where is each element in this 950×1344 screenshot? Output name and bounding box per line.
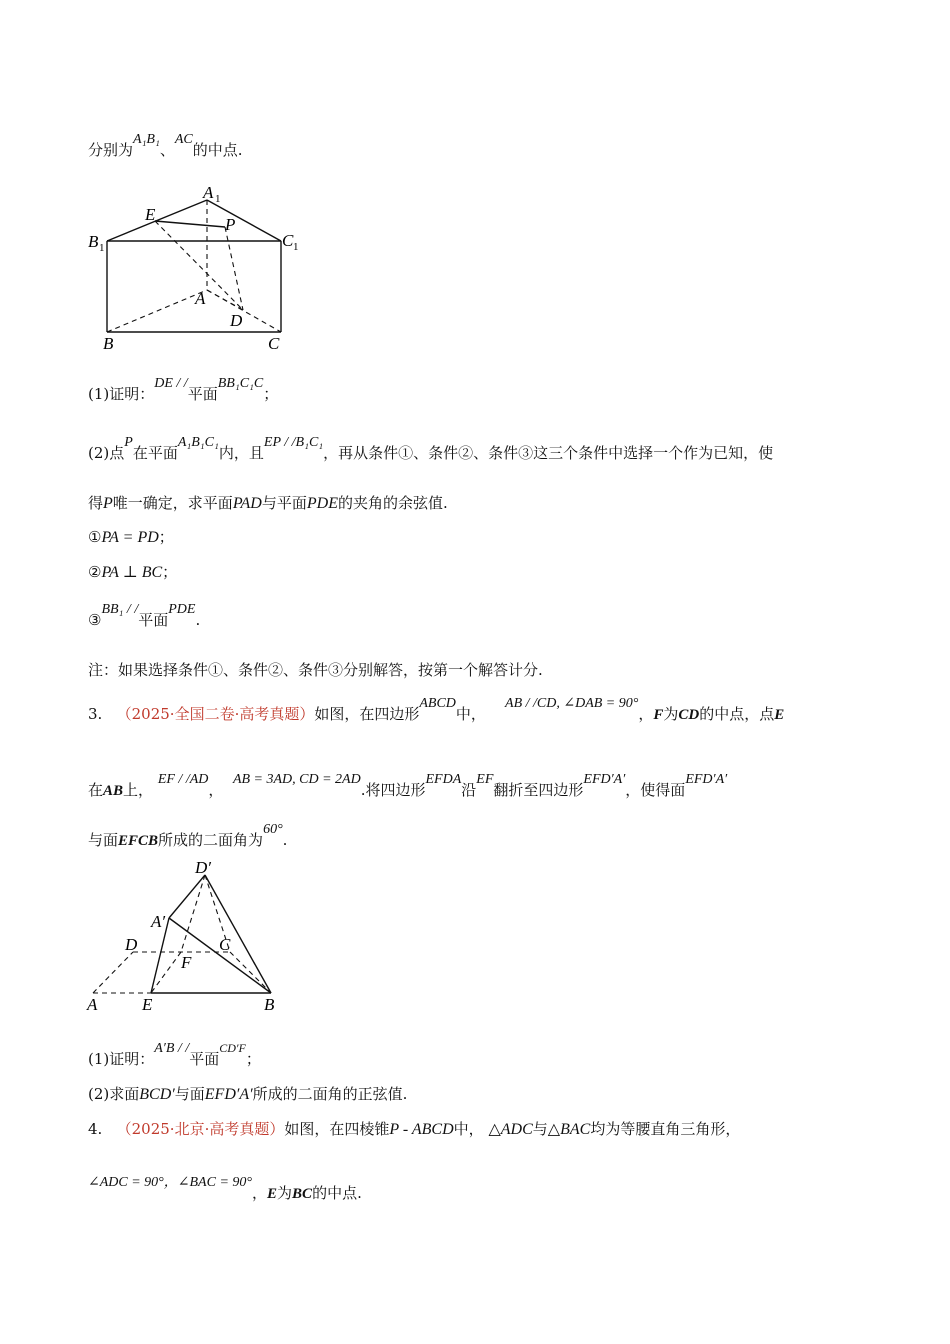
figure-prism (85, 180, 310, 355)
question-2-cont: 得P唯一确定，求平面PAD与平面PDE的夹角的余弦值. (88, 494, 448, 512)
label-B1: B (88, 232, 99, 251)
condition-3: ③BB₁ / /平面PDE. (88, 602, 201, 629)
condition-2: ②PA ⊥ BC； (88, 563, 178, 581)
label-B: B (103, 334, 114, 353)
note: 注：如果选择条件①、条件②、条件③分别解答，按第一个解答计分. (88, 661, 543, 679)
svg-text:1: 1 (99, 242, 105, 254)
problem-3: 3. （2025·全国二卷·高考真题）如图，在四边形ABCD中， AB / /CD, ∠DAB = 90°，F为CD的中点，点E (88, 696, 785, 723)
label-F: F (181, 953, 192, 972)
label-A: A (87, 995, 98, 1014)
figure-fold (85, 855, 295, 1015)
problem-4-cont: ∠ADC = 90°，∠BAC = 90°，E为BC的中点. (88, 1175, 362, 1202)
question-3-1: (1)证明：A′B / /平面$^{CD'F}$； (88, 1041, 261, 1068)
condition-1: ①PA = PD； (88, 528, 174, 546)
label-A1: A (203, 183, 214, 202)
svg-text:1: 1 (293, 241, 299, 253)
label-B: B (264, 995, 275, 1014)
label-A: A (195, 289, 206, 308)
question-3-2: (2)求面BCD′与面EFD′A′所成的二面角的正弦值. (88, 1085, 408, 1103)
label-E: E (145, 205, 156, 224)
question-2: (2)点P在平面A₁B₁C₁内，且EP / /B₁C₁，再从条件①、条件②、条件③这三个条件中选择一个作为已知，使 (88, 435, 774, 462)
label-D: D (230, 311, 243, 330)
text-line: 分别为A₁B₁、AC的中点. (88, 132, 243, 159)
svg-text:1: 1 (215, 193, 221, 205)
problem-3-cont2: 与面EFCB所成的二面角为60°. (88, 822, 288, 849)
problem-4: 4. （2025·北京·高考真题）如图，在四棱锥P - ABCD中， △ADC与△BAC均为等腰直角三角形， (88, 1120, 741, 1138)
label-E: E (142, 995, 153, 1014)
label-D: D (125, 935, 138, 954)
label-D-prime: D′ (195, 858, 211, 877)
label-C1: C (282, 231, 294, 250)
label-A-prime: A′ (151, 912, 166, 931)
label-C: C (219, 935, 231, 954)
label-C: C (268, 334, 280, 353)
question-1: (1)证明：DE / /平面BB₁C₁C； (88, 376, 279, 403)
label-P: P (225, 215, 236, 234)
problem-3-cont: 在AB上， EF / /AD， AB = 3AD, CD = 2AD.将四边形EFDA沿EF翻折至四边形EFD′A′，使得面EFD′A′ (88, 772, 728, 799)
